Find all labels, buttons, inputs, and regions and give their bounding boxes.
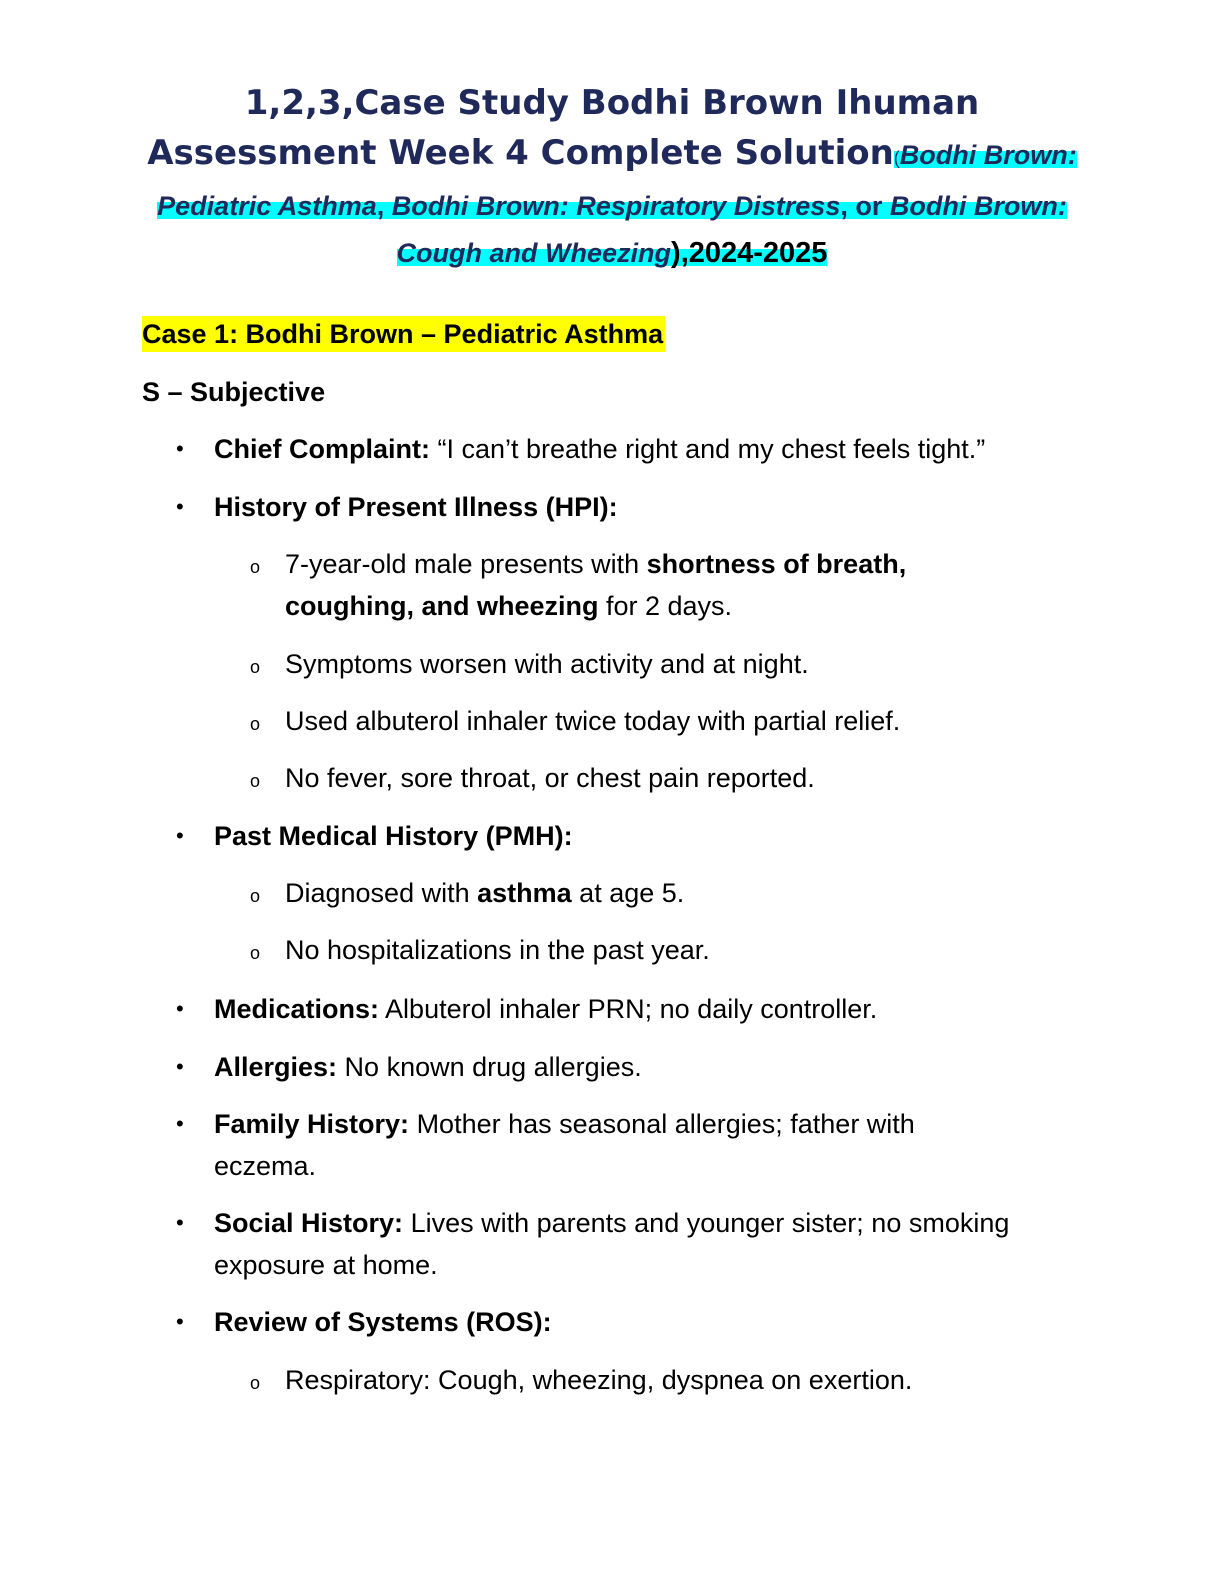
bullet-icon: • [176, 823, 184, 848]
sub-bullet-icon: o [250, 714, 261, 734]
title-year: 2024-2025 [688, 237, 828, 269]
sub-bullet-icon: o [250, 943, 261, 963]
section-heading-subjective: S – Subjective [142, 377, 326, 407]
title-main: Assessment Week 4 Complete Solution [147, 133, 894, 173]
list-item-ros: Review of Systems (ROS): [214, 1307, 552, 1337]
title-highlight-start: (Bodhi Brown: [893, 140, 1077, 170]
sub-bullet-icon: o [250, 771, 261, 791]
title-line-4: Cough and Wheezing),2024-2025 [396, 237, 828, 269]
case-heading: Case 1: Bodhi Brown – Pediatric Asthma [142, 316, 665, 352]
title-line-3: Pediatric Asthma, Bodhi Brown: Respiratory Distress, or Bodhi Brown: [157, 191, 1067, 221]
list-item-allergies: Allergies: No known drug allergies. [214, 1052, 642, 1082]
family-history-continued: eczema. [214, 1151, 317, 1181]
bullet-icon: • [176, 436, 184, 461]
sub-bullet-icon: o [250, 557, 261, 577]
document-title [130, 78, 1094, 279]
bullet-icon: • [176, 1054, 184, 1079]
title-line-2 [130, 128, 1094, 185]
hpi-item: No fever, sore throat, or chest pain reported. [285, 763, 815, 793]
list-item-hpi: History of Present Illness (HPI): [214, 492, 618, 522]
pmh-item: No hospitalizations in the past year. [285, 935, 710, 965]
hpi-item: Used albuterol inhaler twice today with partial relief. [285, 706, 901, 736]
bullet-icon: • [176, 1210, 184, 1235]
bullet-icon: • [176, 1309, 184, 1334]
pmh-item: Diagnosed with asthma at age 5. [285, 878, 685, 908]
list-item-social-history: Social History: Lives with parents and younger sister; no smoking [214, 1208, 1010, 1238]
ros-item: Respiratory: Cough, wheezing, dyspnea on exertion. [285, 1365, 913, 1395]
title-line-1: 1,2,3,Case Study Bodhi Brown Ihuman [244, 83, 980, 123]
sub-bullet-icon: o [250, 886, 261, 906]
list-item-chief-complaint: Chief Complaint: “I can’t breathe right and my chest feels tight.” [214, 434, 986, 464]
bullet-icon: • [176, 1111, 184, 1136]
hpi-item: Symptoms worsen with activity and at night. [285, 649, 809, 679]
social-history-continued: exposure at home. [214, 1250, 438, 1280]
sub-bullet-icon: o [250, 1373, 261, 1393]
bullet-icon: • [176, 494, 184, 519]
list-item-medications: Medications: Albuterol inhaler PRN; no daily controller. [214, 994, 878, 1024]
list-item-family-history: Family History: Mother has seasonal allergies; father with [214, 1109, 915, 1139]
sub-bullet-icon: o [250, 657, 261, 677]
list-item-pmh: Past Medical History (PMH): [214, 821, 573, 851]
hpi-item-continued: coughing, and wheezing for 2 days. [285, 591, 733, 621]
bullet-icon: • [176, 996, 184, 1021]
hpi-item: 7-year-old male presents with shortness of breath, [285, 549, 907, 579]
